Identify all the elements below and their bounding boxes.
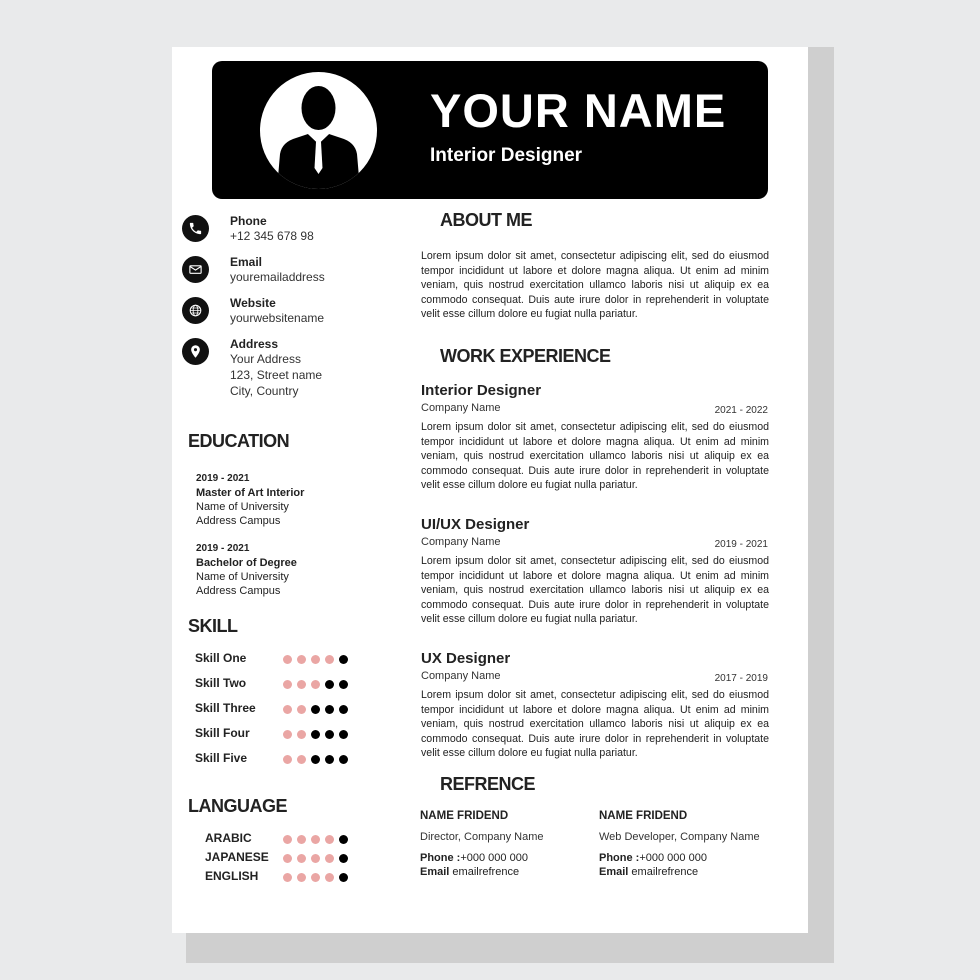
reference-name: NAME FRIDEND bbox=[599, 810, 688, 822]
job-entry-company: Company Name bbox=[421, 670, 501, 682]
contact-phone bbox=[182, 214, 382, 244]
rating-dot-empty bbox=[283, 873, 292, 882]
reference-role: Web Developer, Company Name bbox=[599, 831, 760, 843]
reference-email-value: emailrefrence bbox=[452, 866, 520, 878]
rating-dot-filled bbox=[339, 730, 348, 739]
language-row bbox=[205, 850, 355, 866]
rating-dot-empty bbox=[283, 835, 292, 844]
language-rating bbox=[283, 835, 348, 844]
rating-dot-empty bbox=[297, 854, 306, 863]
rating-dot-empty bbox=[297, 680, 306, 689]
skill-name: Skill One bbox=[195, 651, 247, 665]
job-entry-company: Company Name bbox=[421, 536, 501, 548]
skill-rating bbox=[283, 755, 348, 764]
education-degree: Master of Art Interior bbox=[196, 487, 305, 499]
skill-row bbox=[195, 726, 355, 742]
job-entry-dates: 2019 - 2021 bbox=[714, 539, 768, 550]
about-text: Lorem ipsum dolor sit amet, consectetur adipiscing elit, sed do eiusmod tempor incididunt ut labore et dolore magna aliqua. Ut enim ad minim veniam, quis nostrud exercitation ullamco laboris nisi ut aliquip ex ea commodo consequat. Duis aute irure dolor in reprehenderit in voluptate velit esse cillum dolore eu fugiat nulla pariatur. bbox=[421, 250, 769, 321]
rating-dot-empty bbox=[283, 854, 292, 863]
rating-dot-empty bbox=[311, 873, 320, 882]
job-entry-description: Lorem ipsum dolor sit amet, consectetur adipiscing elit, sed do eiusmod tempor incididunt ut labore et dolore magna aliqua. Ut enim ad minim veniam, quis nostrud exercitation ullamco laboris nisi ut aliquip ex ea commodo consequat. Duis aute irure dolor in reprehenderit in voluptate velit esse cillum dolore eu fugiat nulla pariatur. bbox=[421, 555, 769, 626]
reference-phone-label: Phone : bbox=[599, 852, 640, 864]
reference-card bbox=[599, 810, 779, 878]
rating-dot-filled bbox=[339, 854, 348, 863]
rating-dot-empty bbox=[297, 835, 306, 844]
skill-name: Skill Five bbox=[195, 751, 248, 765]
rating-dot-filled bbox=[311, 730, 320, 739]
address-line-2: 123, Street name bbox=[230, 368, 323, 382]
rating-dot-filled bbox=[325, 680, 334, 689]
reference-email-label: Email bbox=[599, 866, 629, 878]
location-pin-icon bbox=[182, 338, 209, 365]
job-entry-dates: 2021 - 2022 bbox=[714, 405, 768, 416]
rating-dot-empty bbox=[297, 655, 306, 664]
language-row bbox=[205, 869, 355, 885]
job-entry-title: UX Designer bbox=[421, 650, 511, 667]
rating-dot-empty bbox=[311, 680, 320, 689]
rating-dot-empty bbox=[283, 755, 292, 764]
language-rating bbox=[283, 854, 348, 863]
language-name: ENGLISH bbox=[205, 869, 259, 883]
job-entry-description: Lorem ipsum dolor sit amet, consectetur adipiscing elit, sed do eiusmod tempor incididunt ut labore et dolore magna aliqua. Ut enim ad minim veniam, quis nostrud exercitation ullamco laboris nisi ut aliquip ex ea commodo consequat. Duis aute irure dolor in reprehenderit in voluptate velit esse cillum dolore eu fugiat nulla pariatur. bbox=[421, 421, 769, 492]
language-name: JAPANESE bbox=[205, 850, 269, 864]
contact-website bbox=[182, 296, 382, 326]
rating-dot-filled bbox=[325, 755, 334, 764]
rating-dot-empty bbox=[297, 705, 306, 714]
email-label: Email bbox=[230, 255, 263, 269]
education-university: Name of University bbox=[196, 501, 289, 513]
education-item bbox=[196, 542, 297, 598]
rating-dot-empty bbox=[325, 873, 334, 882]
reference-heading: REFRENCE bbox=[440, 774, 536, 794]
rating-dot-filled bbox=[339, 873, 348, 882]
rating-dot-empty bbox=[325, 854, 334, 863]
education-university: Name of University bbox=[196, 571, 289, 583]
work-heading: WORK EXPERIENCE bbox=[440, 346, 611, 366]
job-entry-company: Company Name bbox=[421, 402, 501, 414]
rating-dot-empty bbox=[325, 655, 334, 664]
rating-dot-filled bbox=[339, 705, 348, 714]
job-entry-description: Lorem ipsum dolor sit amet, consectetur adipiscing elit, sed do eiusmod tempor incididunt ut labore et dolore magna aliqua. Ut enim ad minim veniam, quis nostrud exercitation ullamco laboris nisi ut aliquip ex ea commodo consequat. Duis aute irure dolor in reprehenderit in voluptate velit esse cillum dolore eu fugiat nulla pariatur. bbox=[421, 689, 769, 760]
skill-row bbox=[195, 701, 355, 717]
reference-email-label: Email bbox=[420, 866, 450, 878]
job-entry-title: UI/UX Designer bbox=[421, 516, 530, 533]
education-item bbox=[196, 472, 304, 528]
rating-dot-empty bbox=[283, 680, 292, 689]
rating-dot-filled bbox=[339, 835, 348, 844]
website-label: Website bbox=[230, 296, 276, 310]
phone-label: Phone bbox=[230, 214, 267, 228]
reference-email-value: emailrefrence bbox=[631, 866, 699, 878]
rating-dot-empty bbox=[311, 854, 320, 863]
job-entry-dates: 2017 - 2019 bbox=[714, 673, 768, 684]
rating-dot-filled bbox=[339, 655, 348, 664]
rating-dot-filled bbox=[339, 680, 348, 689]
rating-dot-empty bbox=[297, 873, 306, 882]
skill-row bbox=[195, 676, 355, 692]
language-rating bbox=[283, 873, 348, 882]
website-value: yourwebsitename bbox=[230, 311, 325, 325]
reference-name: NAME FRIDEND bbox=[420, 810, 509, 822]
language-heading: LANGUAGE bbox=[188, 796, 287, 816]
phone-value: +12 345 678 98 bbox=[230, 229, 314, 243]
education-years: 2019 - 2021 bbox=[196, 473, 250, 484]
rating-dot-empty bbox=[283, 655, 292, 664]
rating-dot-empty bbox=[311, 655, 320, 664]
skill-heading: SKILL bbox=[188, 616, 238, 636]
skill-rating bbox=[283, 705, 348, 714]
education-heading: EDUCATION bbox=[188, 431, 290, 451]
language-row bbox=[205, 831, 355, 847]
rating-dot-empty bbox=[325, 835, 334, 844]
job-entry-title: Interior Designer bbox=[421, 382, 542, 399]
rating-dot-filled bbox=[311, 755, 320, 764]
rating-dot-empty bbox=[311, 835, 320, 844]
reference-phone bbox=[599, 852, 779, 864]
reference-phone bbox=[420, 852, 600, 864]
rating-dot-filled bbox=[339, 755, 348, 764]
avatar bbox=[260, 72, 377, 189]
email-value: youremailaddress bbox=[230, 270, 325, 284]
education-campus: Address Campus bbox=[196, 585, 281, 597]
full-name: YOUR NAME bbox=[430, 84, 727, 137]
skill-name: Skill Two bbox=[195, 676, 247, 690]
reference-phone-value: +000 000 000 bbox=[639, 852, 707, 864]
contact-email bbox=[182, 255, 382, 285]
skill-rating bbox=[283, 730, 348, 739]
rating-dot-filled bbox=[325, 730, 334, 739]
rating-dot-empty bbox=[297, 730, 306, 739]
rating-dot-filled bbox=[311, 705, 320, 714]
phone-icon bbox=[182, 215, 209, 242]
address-line-1: Your Address bbox=[230, 352, 301, 366]
reference-email bbox=[420, 866, 600, 878]
education-years: 2019 - 2021 bbox=[196, 543, 250, 554]
skill-name: Skill Four bbox=[195, 726, 250, 740]
contact-address bbox=[182, 337, 382, 397]
person-silhouette-icon bbox=[260, 72, 377, 189]
skill-rating bbox=[283, 655, 348, 664]
reference-card bbox=[420, 810, 600, 878]
reference-phone-value: +000 000 000 bbox=[460, 852, 528, 864]
globe-icon bbox=[182, 297, 209, 324]
rating-dot-filled bbox=[325, 705, 334, 714]
skill-row bbox=[195, 751, 355, 767]
address-line-3: City, Country bbox=[230, 384, 299, 398]
reference-role: Director, Company Name bbox=[420, 831, 544, 843]
resume-page bbox=[172, 47, 808, 933]
rating-dot-empty bbox=[297, 755, 306, 764]
header-banner bbox=[212, 61, 768, 199]
about-heading: ABOUT ME bbox=[440, 210, 532, 230]
skill-row bbox=[195, 651, 355, 667]
address-label: Address bbox=[230, 337, 279, 351]
education-campus: Address Campus bbox=[196, 515, 281, 527]
rating-dot-empty bbox=[283, 730, 292, 739]
rating-dot-empty bbox=[283, 705, 292, 714]
reference-email bbox=[599, 866, 779, 878]
reference-phone-label: Phone : bbox=[420, 852, 461, 864]
job-title: Interior Designer bbox=[430, 145, 583, 166]
education-degree: Bachelor of Degree bbox=[196, 557, 297, 569]
language-name: ARABIC bbox=[205, 831, 252, 845]
mail-icon bbox=[182, 256, 209, 283]
skill-name: Skill Three bbox=[195, 701, 256, 715]
skill-rating bbox=[283, 680, 348, 689]
